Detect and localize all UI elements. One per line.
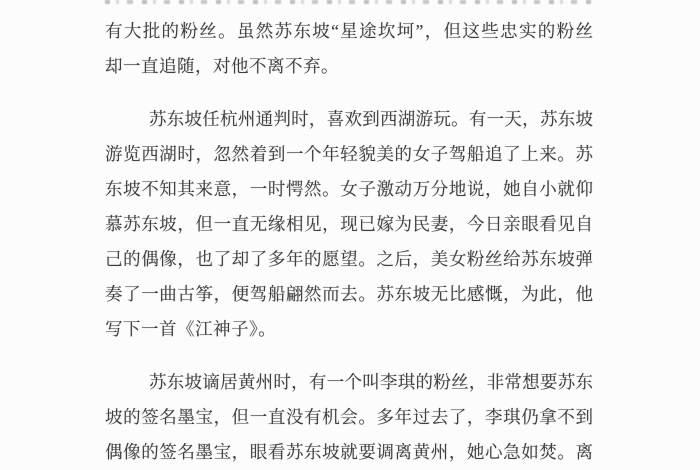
text-line: 奏了一曲古筝，便驾船翩然而去。苏东坡无比感慨，为此，他 (105, 284, 593, 304)
paragraph-1 (105, 14, 593, 84)
text-line: 苏东坡谪居黄州时，有一个叫李琪的粉丝，非常想要苏东 (149, 372, 593, 392)
text-line: 偶像的签名墨宝，眼看苏东坡就要调离黄州，她心急如焚。离 (105, 442, 593, 462)
text-line: 慕苏东坡，但一直无缘相见，现已嫁为民妻，今日亲眼看见自 (105, 214, 593, 234)
text-line: 东坡不知其来意，一时愕然。女子激动万分地说，她自小就仰 (105, 179, 593, 199)
text-line: 却一直追随，对他不离不弃。 (105, 56, 339, 76)
text-line: 己的偶像，也了却了多年的愿望。之后，美女粉丝给苏东坡弹 (105, 249, 593, 269)
text-line: 坡的签名墨宝，但一直没有机会。多年过去了，李琪仍拿不到 (105, 407, 593, 427)
paragraph-3 (105, 365, 593, 470)
clipped-top-line-fragments (105, 0, 595, 4)
text-line: 写下一首《江神子》。 (105, 319, 277, 339)
text-line: 苏东坡任杭州通判时，喜欢到西湖游玩。有一天，苏东坡 (149, 109, 593, 129)
paragraph-2 (105, 102, 593, 347)
text-block (105, 14, 593, 470)
text-line: 有大批的粉丝。虽然苏东坡“星途坎坷”，但这些忠实的粉丝 (105, 21, 593, 41)
text-line: 游览西湖时，忽然着到一个年轻貌美的女子驾船追了上来。苏 (105, 144, 593, 164)
